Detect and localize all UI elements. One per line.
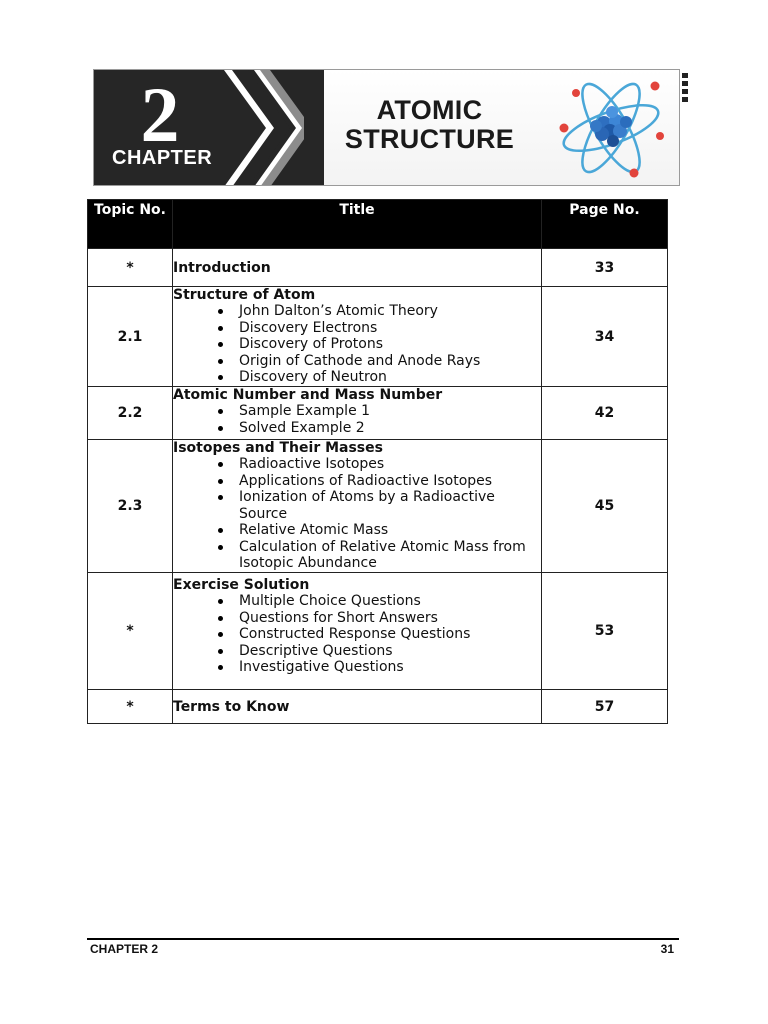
table-row xyxy=(88,573,668,690)
topic-title: Exercise Solution xyxy=(173,577,310,593)
subtopic-item: Origin of Cathode and Anode Rays xyxy=(239,353,541,370)
page-number: 33 xyxy=(542,249,668,287)
subtopic-item: Solved Example 2 xyxy=(239,420,541,437)
chapter-title xyxy=(342,96,517,154)
topic-number: * xyxy=(88,249,173,287)
subtopic-list xyxy=(173,593,541,676)
topic-title: Atomic Number and Mass Number xyxy=(173,387,443,403)
topic-title: Terms to Know xyxy=(173,698,290,715)
page-number: 34 xyxy=(542,287,668,387)
edge-mark xyxy=(682,73,688,105)
topic-title-cell xyxy=(173,440,542,573)
topic-title-cell xyxy=(173,387,542,440)
subtopic-item: Calculation of Relative Atomic Mass from Isotopic Abundance xyxy=(239,539,541,572)
footer-rule xyxy=(87,938,679,940)
page-number: 45 xyxy=(542,440,668,573)
subtopic-item: Discovery Electrons xyxy=(239,320,541,337)
subtopic-item: Descriptive Questions xyxy=(239,643,541,660)
table-row xyxy=(88,249,668,287)
page-number: 57 xyxy=(542,690,668,724)
subtopic-list xyxy=(173,303,541,386)
chapter-banner xyxy=(93,69,680,186)
topic-title-cell xyxy=(173,287,542,387)
topic-number: 2.3 xyxy=(88,440,173,573)
topic-title-cell xyxy=(173,690,542,724)
topic-title: Structure of Atom xyxy=(173,287,316,303)
topic-number: 2.2 xyxy=(88,387,173,440)
table-row xyxy=(88,287,668,387)
subtopic-item: Questions for Short Answers xyxy=(239,610,541,627)
chapter-title-line2: STRUCTURE xyxy=(344,124,515,154)
page-number: 42 xyxy=(542,387,668,440)
header-title: Title xyxy=(173,200,542,249)
subtopic-item: Constructed Response Questions xyxy=(239,626,541,643)
topic-title: Introduction xyxy=(173,259,271,276)
topic-number: * xyxy=(88,573,173,690)
topic-title: Isotopes and Their Masses xyxy=(173,440,383,456)
atom-icon xyxy=(556,73,666,183)
header-topic-no: Topic No. xyxy=(88,200,173,249)
subtopic-item: John Dalton’s Atomic Theory xyxy=(239,303,541,320)
topic-number: * xyxy=(88,690,173,724)
subtopic-item: Ionization of Atoms by a Radioactive Source xyxy=(239,489,541,522)
subtopic-item: Multiple Choice Questions xyxy=(239,593,541,610)
table-row xyxy=(88,690,668,724)
page-number: 53 xyxy=(542,573,668,690)
subtopic-item: Relative Atomic Mass xyxy=(239,522,541,539)
subtopic-list xyxy=(173,456,541,572)
topic-number: 2.1 xyxy=(88,287,173,387)
footer-chapter: CHAPTER 2 xyxy=(90,942,159,956)
subtopic-item: Discovery of Protons xyxy=(239,336,541,353)
subtopic-item: Radioactive Isotopes xyxy=(239,456,541,473)
footer-page-number: 31 xyxy=(660,942,674,956)
topic-title-cell xyxy=(173,573,542,690)
table-row xyxy=(88,387,668,440)
chapter-title-line1: ATOMIC xyxy=(376,95,483,125)
table-header-row xyxy=(88,200,668,249)
table-row xyxy=(88,440,668,573)
subtopic-list xyxy=(173,403,541,436)
chapter-label: CHAPTER xyxy=(112,147,213,169)
chevron-arrows-icon xyxy=(224,70,304,186)
subtopic-item: Sample Example 1 xyxy=(239,403,541,420)
header-page-no: Page No. xyxy=(542,200,668,249)
subtopic-item: Discovery of Neutron xyxy=(239,369,541,386)
subtopic-item: Applications of Radioactive Isotopes xyxy=(239,473,541,490)
subtopic-item: Investigative Questions xyxy=(239,659,541,676)
contents-table xyxy=(87,199,668,724)
chapter-number: 2 xyxy=(140,71,180,158)
topic-title-cell xyxy=(173,249,542,287)
